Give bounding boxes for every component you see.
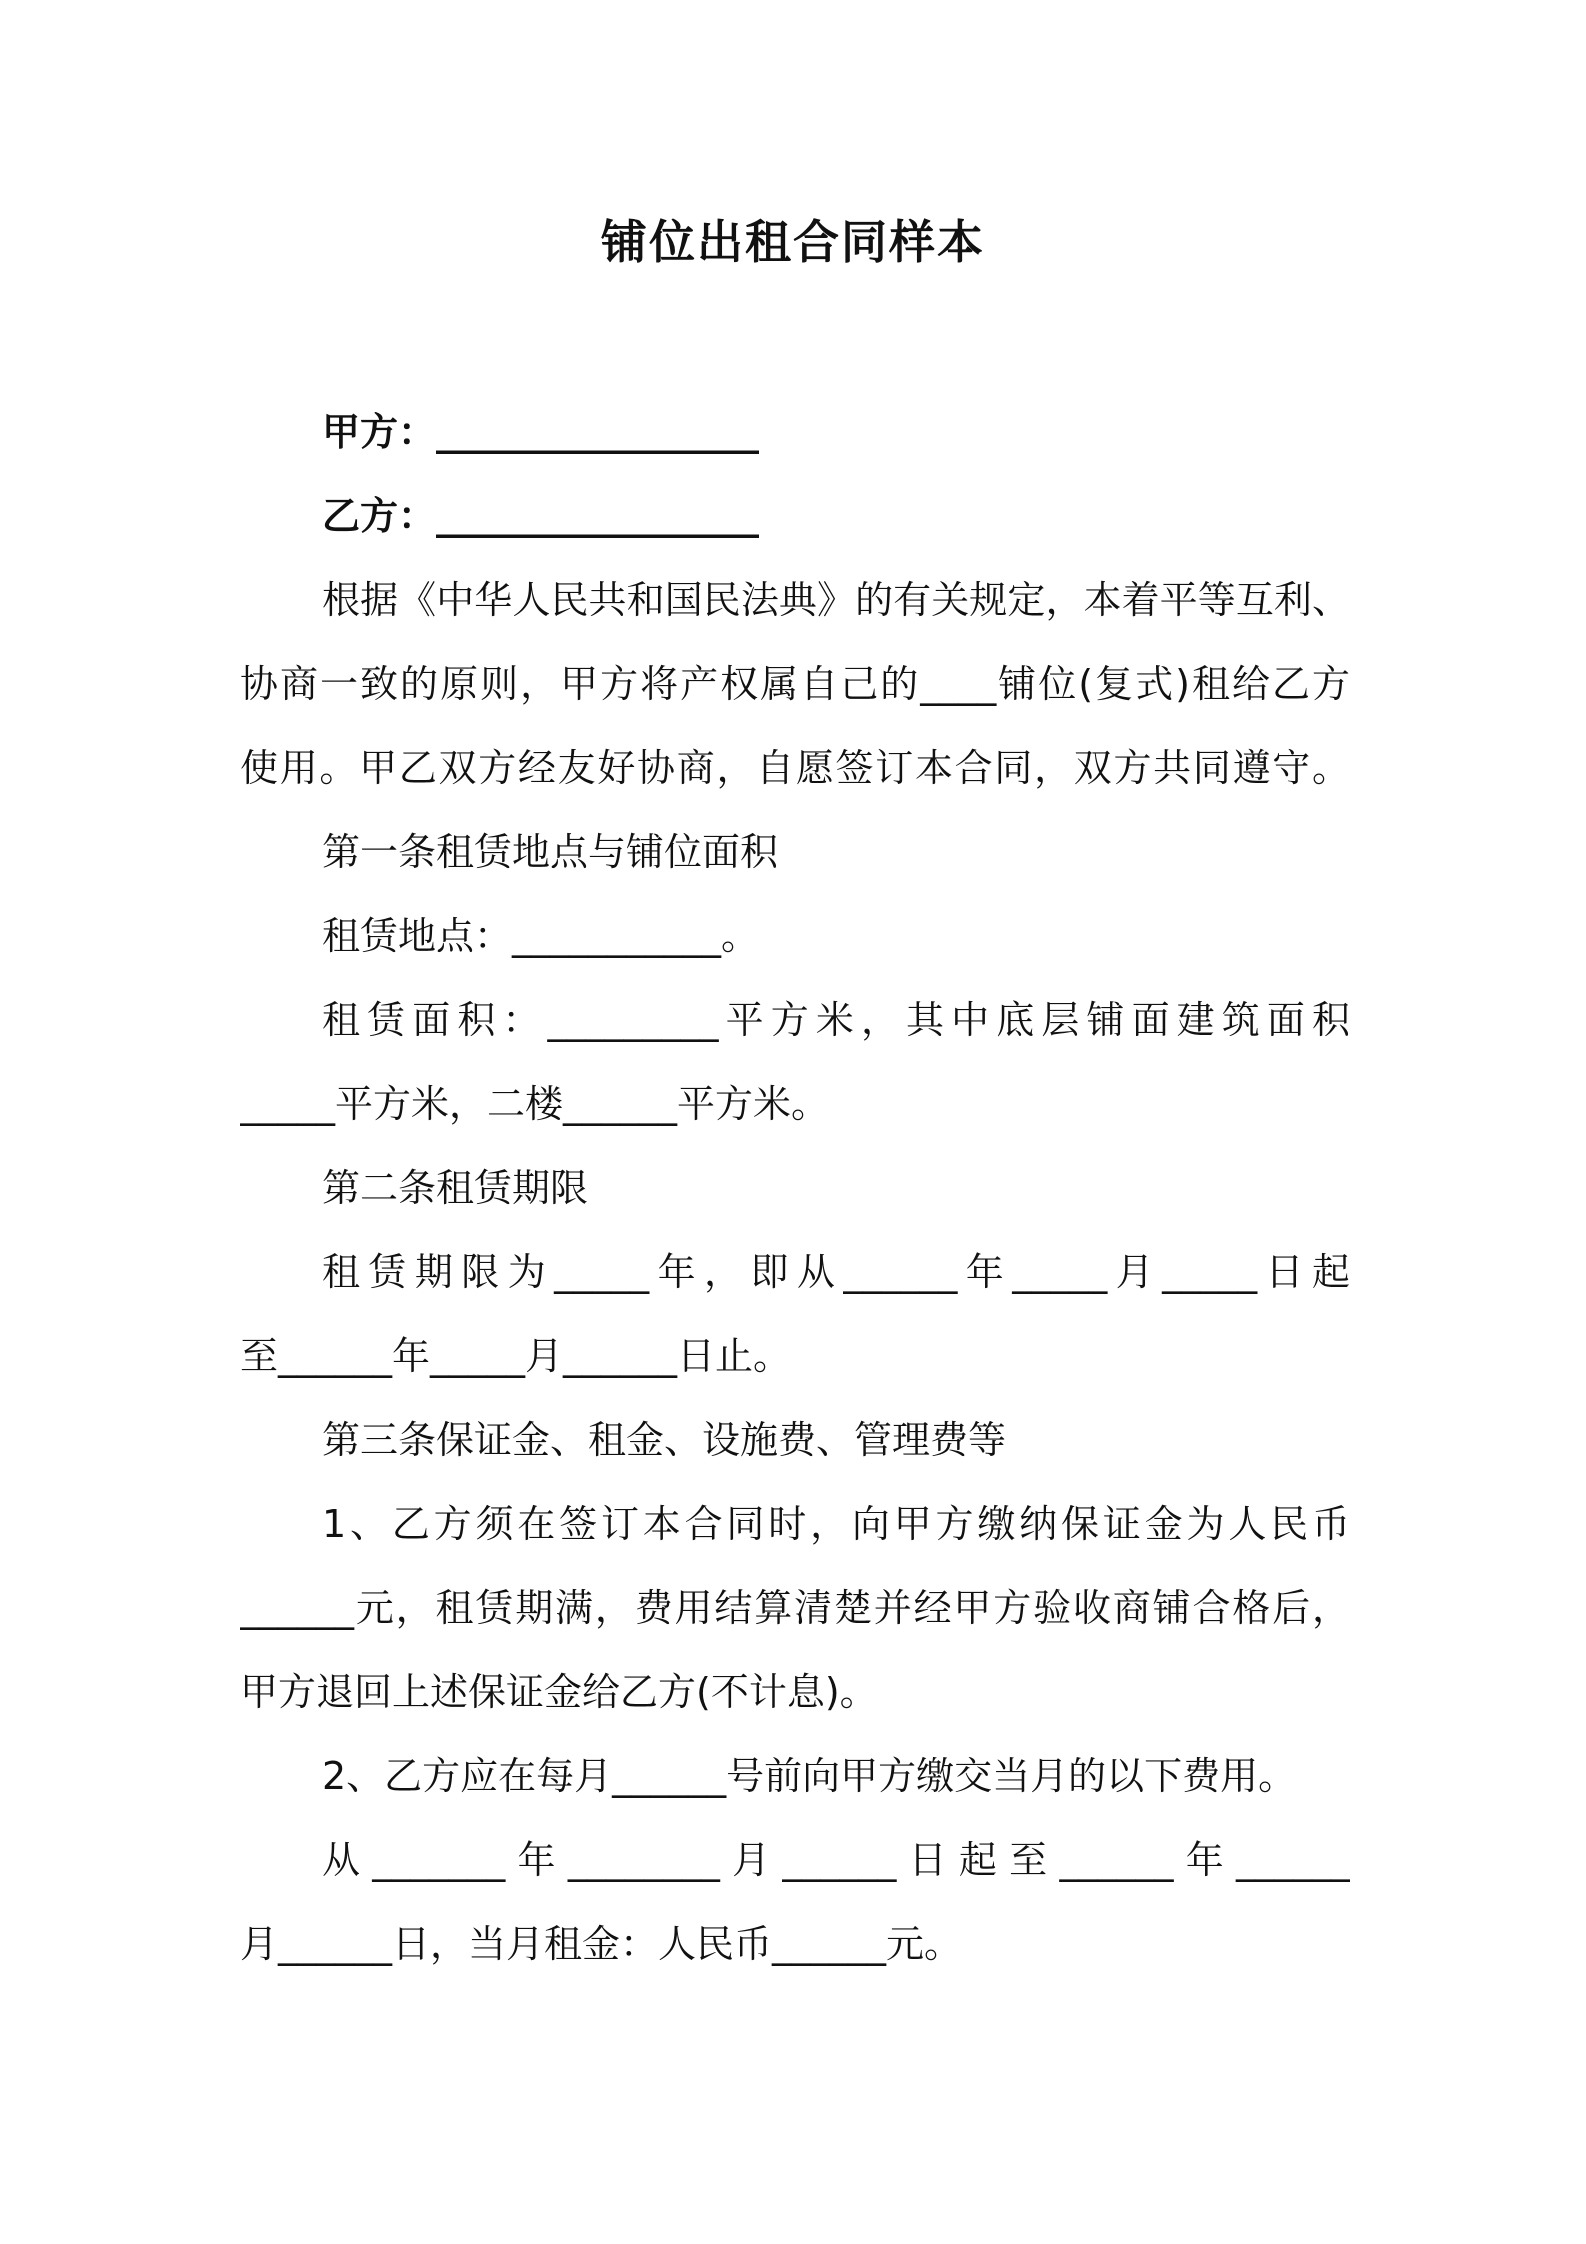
preamble-line-3: 使用。甲乙双方经友好协商，自愿签订本合同，双方共同遵守。 bbox=[240, 746, 1350, 790]
document-title: 铺位出租合同样本 bbox=[601, 215, 985, 269]
deposit-line-1: 1、乙方须在签订本合同时，向甲方缴纳保证金为人民币 bbox=[322, 1502, 1350, 1546]
preamble-line-1: 根据《中华人民共和国民法典》的有关规定，本着平等互利、 bbox=[322, 578, 1350, 622]
article-2-heading: 第二条租赁期限 bbox=[322, 1166, 589, 1210]
lease-location-line: 租赁地点：___________。 bbox=[322, 914, 760, 958]
article-1-heading: 第一条租赁地点与铺位面积 bbox=[322, 830, 779, 874]
article-3-heading: 第三条保证金、租金、设施费、管理费等 bbox=[322, 1418, 1007, 1462]
party-b-line: 乙方：_________________ bbox=[322, 494, 760, 538]
lease-term-line-1: 租赁期限为_____年，即从______年_____月_____日起 bbox=[322, 1250, 1350, 1294]
preamble-line-2: 协商一致的原则，甲方将产权属自己的____铺位(复式)租给乙方 bbox=[240, 662, 1350, 706]
monthly-fee-line: 2、乙方应在每月______号前向甲方缴交当月的以下费用。 bbox=[322, 1754, 1297, 1798]
party-a-line: 甲方：_________________ bbox=[322, 410, 760, 454]
rent-period-line-1: 从_______年________月______日起至______年______ bbox=[322, 1838, 1350, 1882]
lease-area-line-2: _____平方米，二楼______平方米。 bbox=[240, 1082, 830, 1126]
deposit-line-3: 甲方退回上述保证金给乙方(不计息)。 bbox=[240, 1670, 878, 1714]
rent-period-line-2: 月______日，当月租金：人民币______元。 bbox=[240, 1922, 963, 1966]
lease-area-line-1: 租赁面积：_________平方米，其中底层铺面建筑面积 bbox=[322, 998, 1350, 1042]
deposit-line-2: ______元，租赁期满，费用结算清楚并经甲方验收商铺合格后， bbox=[240, 1586, 1350, 1630]
lease-term-line-2: 至______年_____月______日止。 bbox=[240, 1334, 792, 1378]
